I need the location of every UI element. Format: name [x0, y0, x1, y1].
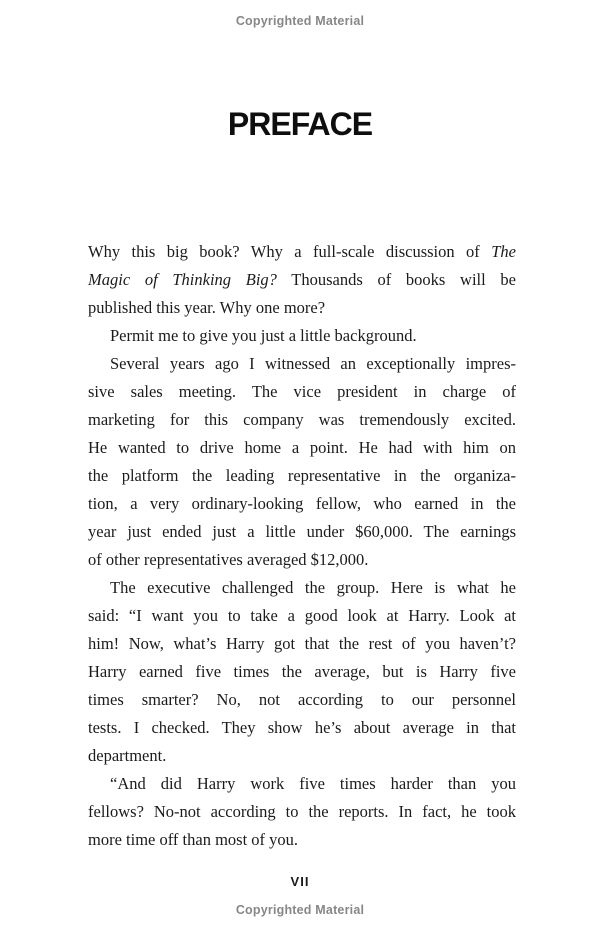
body-line: times smarter? No, not according to our personnel	[88, 690, 516, 709]
body-line: Why this big book? Why a full-scale discussion of The	[88, 242, 516, 261]
body-line: Harry earned five times the average, but is Harry five	[88, 662, 516, 681]
body-line: fellows? No-not according to the reports. In fact, he took	[88, 802, 516, 821]
copyright-notice-top: Copyrighted Material	[235, 14, 365, 28]
body-line: said: “I want you to take a good look at Harry. Look at	[88, 606, 516, 625]
body-line: him! Now, what’s Harry got that the rest of you haven’t?	[88, 634, 516, 653]
body-line: of other representatives averaged $12,000.	[88, 550, 369, 569]
body-line: department.	[88, 746, 167, 765]
body-line: tion, a very ordinary-looking fellow, who earned in the	[88, 494, 516, 513]
body-line: more time off than most of you.	[88, 830, 299, 849]
body-text	[88, 238, 516, 854]
body-line: The executive challenged the group. Here is what he	[110, 578, 516, 597]
page-title: PREFACE	[227, 106, 373, 142]
page-number: VII	[290, 874, 310, 889]
body-line: marketing for this company was tremendously excited.	[88, 410, 516, 429]
body-line: Permit me to give you just a little background.	[110, 326, 417, 345]
body-line: He wanted to drive home a point. He had with him on	[88, 438, 516, 457]
body-line: Several years ago I witnessed an exceptionally impres-	[110, 354, 516, 373]
body-line: “And did Harry work five times harder than you	[110, 774, 516, 793]
body-line: the platform the leading representative in the organiza-	[88, 466, 516, 485]
copyright-notice-bottom: Copyrighted Material	[235, 903, 365, 917]
body-line: sive sales meeting. The vice president in charge of	[88, 382, 516, 401]
body-line: year just ended just a little under $60,000. The earnings	[88, 522, 516, 541]
body-line: published this year. Why one more?	[88, 298, 326, 317]
body-line: Magic of Thinking Big? Thousands of books will be	[88, 270, 516, 289]
body-line: tests. I checked. They show he’s about average in that	[88, 718, 516, 737]
